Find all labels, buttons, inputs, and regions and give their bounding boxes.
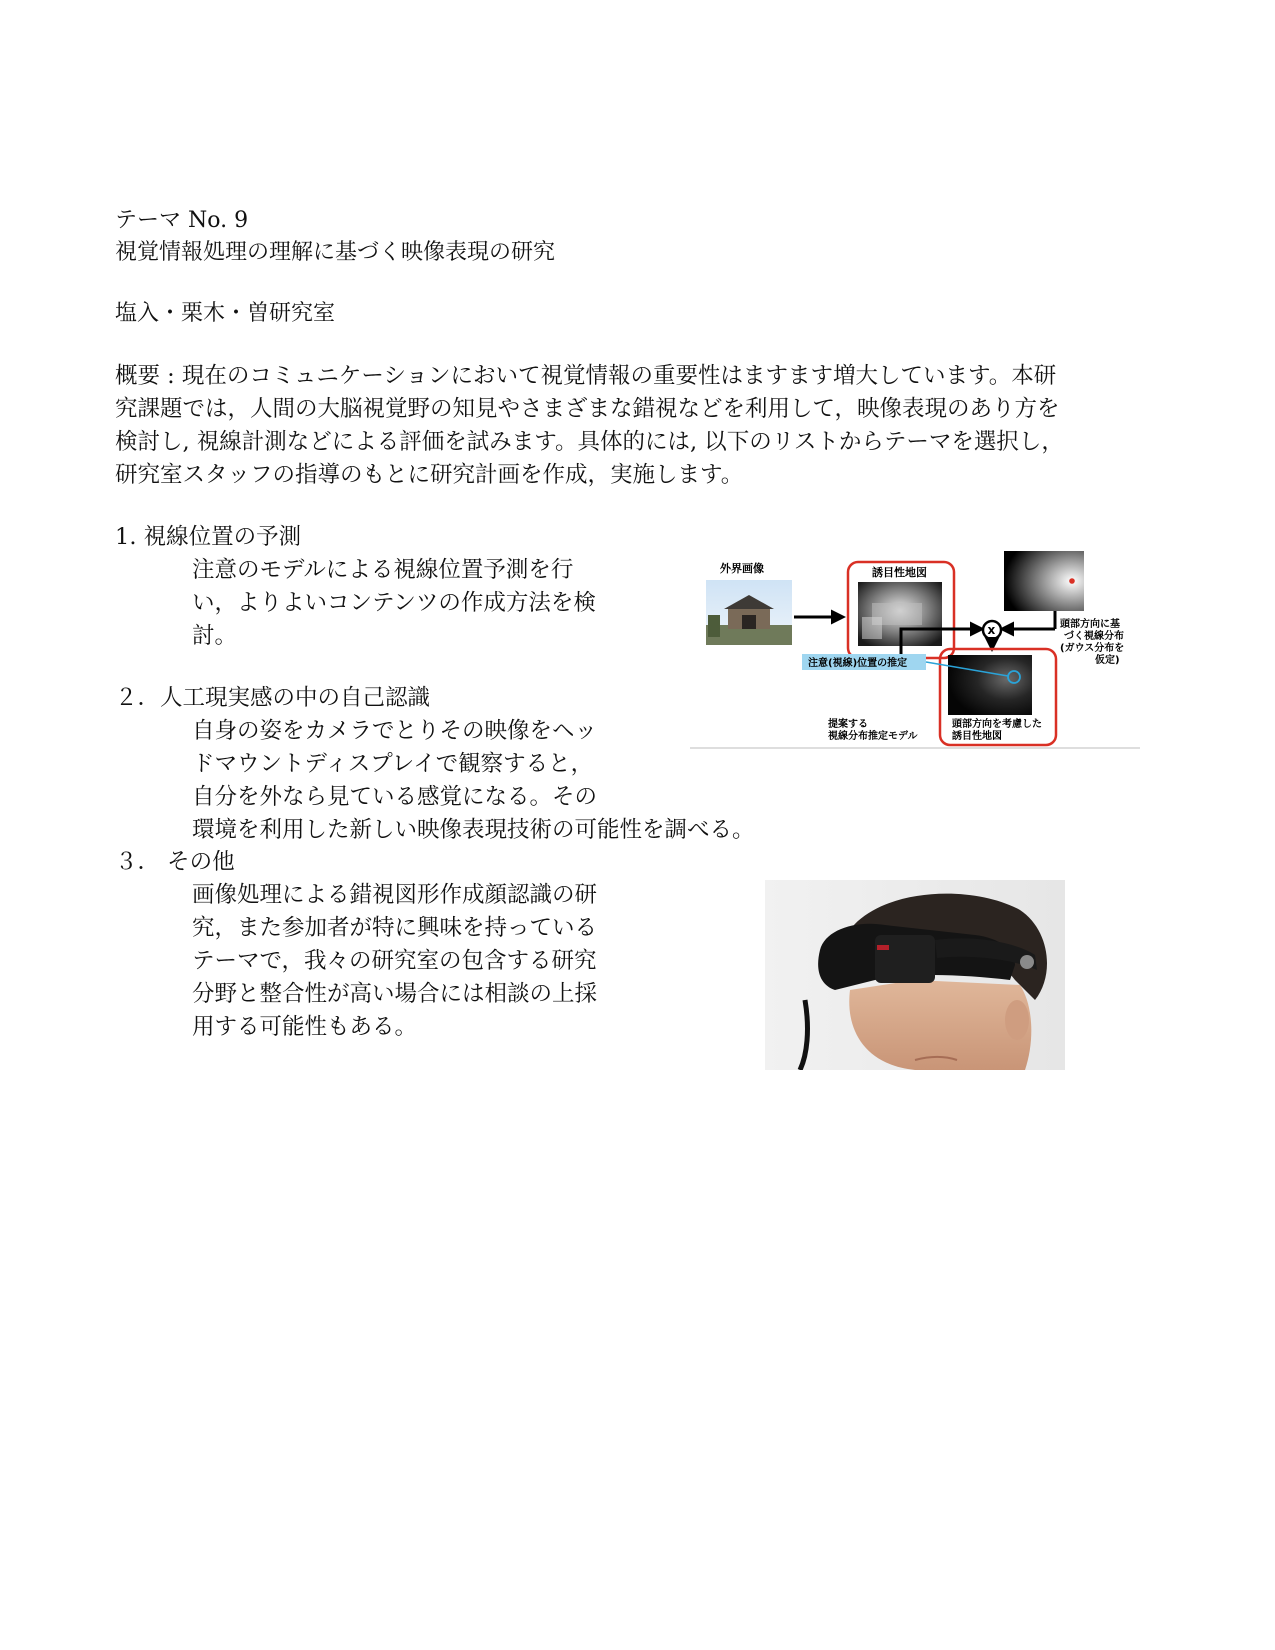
item-heading: ３． その他 (115, 849, 235, 875)
result-map-label: 誘目性地図 (952, 731, 1002, 742)
item-line: 用する可能性もある。 (192, 1014, 418, 1040)
summary-line: 研究室スタッフの指導のもとに研究計画を作成，実施します。 (115, 462, 744, 488)
item-line: 注意のモデルによる視線位置予測を行 (192, 557, 574, 583)
item-heading: ２．人工現実感の中の自己認識 (115, 685, 431, 711)
summary-line: 究課題では，人間の大脳視覚野の知見やさまざまな錯視などを利用して，映像表現のあり方を (115, 396, 1060, 422)
gaze-model-diagram (690, 545, 1140, 790)
gaussian-distribution-image (1004, 551, 1084, 611)
temple-photo (706, 580, 792, 645)
head-direction-label: 頭部方向に基 (1060, 619, 1120, 630)
item-line: 分野と整合性が高い場合には相談の上採 (192, 981, 598, 1007)
external-image-label: 外界画像 (720, 562, 764, 575)
multiply-symbol: x (987, 623, 996, 637)
item-line: い，よりよいコンテンツの作成方法を検 (192, 590, 596, 616)
head-direction-label: (ガウス分布を (1060, 643, 1125, 654)
proposed-model-label: 提案する (828, 719, 868, 730)
item-line: 画像処理による錯視図形作成顔認識の研 (192, 882, 598, 908)
proposed-model-label: 視線分布推定モデル (828, 731, 918, 742)
item-heading: 1. 視線位置の予測 (115, 524, 302, 550)
hmd-photo (765, 880, 1065, 1070)
lab-name: 塩入・栗木・曽研究室 (115, 301, 336, 326)
result-map-image (948, 655, 1032, 715)
attention-label: 注意(視線)位置の推定 (808, 658, 908, 669)
summary-line: 検討し, 視線計測などによる評価を試みます。具体的には, 以下のリストからテーマを選択し， (115, 429, 1064, 455)
theme-number: テーマ No. 9 (115, 208, 249, 233)
gaze-point-marker (1069, 578, 1075, 584)
head-direction-label: づく視線分布 (1064, 631, 1124, 642)
item-line: 自分を外なら見ている感覚になる。その (192, 784, 598, 810)
summary-line: 概要 : 現在のコミュニケーションにおいて視覚情報の重要性はますます増大しています。本研 (115, 363, 1057, 389)
item-line: テーマで，我々の研究室の包含する研究 (192, 948, 597, 974)
saliency-map-label: 誘目性地図 (872, 566, 927, 579)
item-line: ドマウントディスプレイで観察すると， (192, 751, 594, 777)
item-line: 究，また参加者が特に興味を持っている (192, 915, 598, 941)
item-line: 環境を利用した新しい映像表現技術の可能性を調べる。 (192, 817, 755, 843)
head-direction-label: 仮定) (1095, 655, 1120, 666)
page-title: 視覚情報処理の理解に基づく映像表現の研究 (115, 240, 556, 265)
item-line: 自身の姿をカメラでとりその映像をヘッ (192, 718, 598, 744)
item-line: 討。 (192, 623, 238, 649)
result-map-label: 頭部方向を考慮した (952, 719, 1042, 730)
